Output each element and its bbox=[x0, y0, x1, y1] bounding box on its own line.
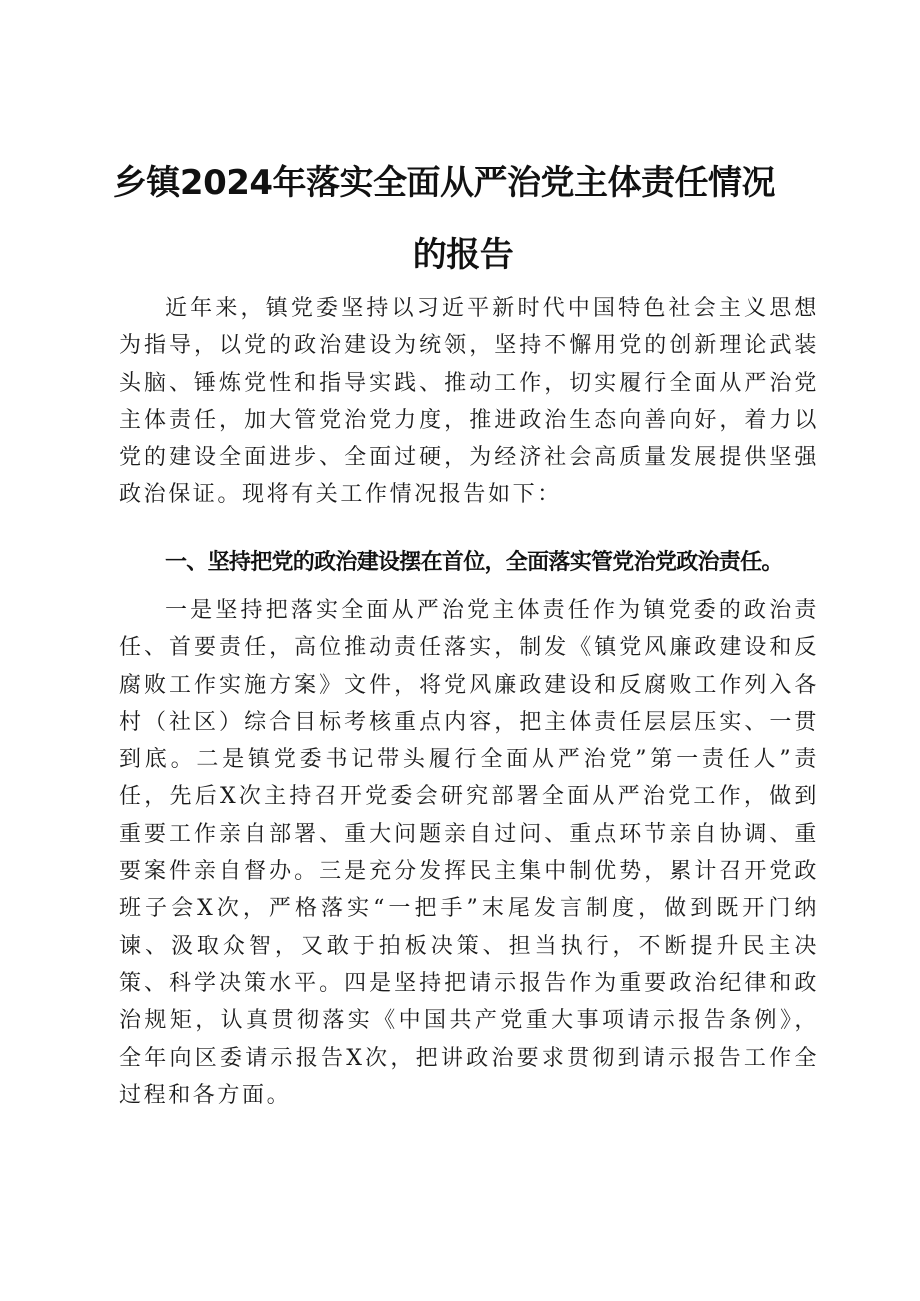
intro-paragraph: 近年来，镇党委坚持以习近平新时代中国特色社会主义思想为指导，以党的政治建设为统领，坚持不懈用党的创新理论武装头脑、锤炼党性和指导实践、推动工作，切实履行全面从严治党主体责任，加大管党治党力度，推进政治生态向善向好，着力以党的建设全面进步、全面过硬，为经济社会高质量发展提供坚强政治保证。现将有关工作情况报告如下： bbox=[119, 296, 819, 508]
section-1-paragraph: 一是坚持把落实全面从严治党主体责任作为镇党委的政治责任、首要责任，高位推动责任落实，制发《镇党风廉政建设和反腐败工作实施方案》文件，将党风廉政建设和反腐败工作列入各村（社区）综合目标考核重点内容，把主体责任层层压实、一贯到底。二是镇党委书记带头履行全面从严治党”第一责任人”责任，先后X次主持召开党委会研究部署全面从严治党工作，做到重要工作亲自部署、重大问题亲自过问、重点环节亲自协调、重要案件亲自督办。三是充分发挥民主集中制优势，累计召开党政班子会X次，严格落实“一把手”末尾发言制度，做到既开门纳谏、汲取众智，又敢于拍板决策、担当执行，不断提升民主决策、科学决策水平。四是坚持把请示报告作为重要政治纪律和政治规矩，认真贯彻落实《中国共产党重大事项请示报告条例》，全年向区委请示报告X次，把讲政治要求贯彻到请示报告工作全过程和各方面。 bbox=[119, 598, 819, 1108]
section-1-heading: 一、坚持把党的政治建设摆在首位，全面落实管党治党政治责任。 bbox=[165, 550, 783, 575]
document-title-line-2: 的报告 bbox=[412, 235, 514, 275]
document-title-line-1: 乡镇2024年落实全面从严治党主体责任情况 bbox=[112, 163, 776, 203]
